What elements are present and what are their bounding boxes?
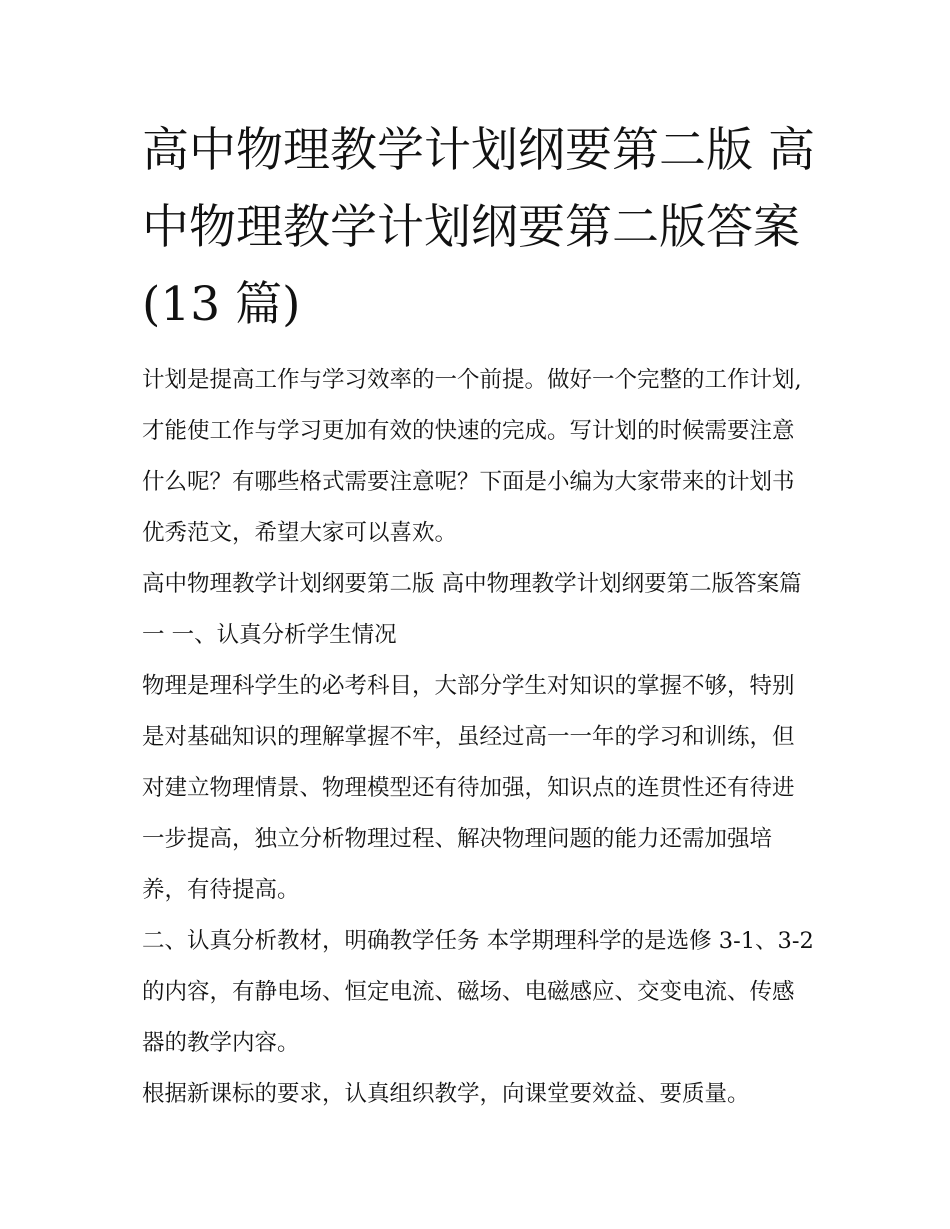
paragraph-section-heading: 高中物理教学计划纲要第二版 高中物理教学计划纲要第二版答案篇一 一、认真分析学生情况 xyxy=(142,571,802,648)
paragraph-curriculum-requirements: 根据新课标的要求，认真组织教学，向课堂要效益、要质量。 xyxy=(142,1081,750,1107)
paragraph-teaching-materials: 二、认真分析教材，明确教学任务 本学期理科学的是选修 3-1、3-2 的内容，有静电场、恒定电流、磁场、电磁感应、交变电流、传感器的教学内容。 xyxy=(142,928,814,1056)
paragraph-intro: 计划是提高工作与学习效率的一个前提。做好一个完整的工作计划,才能使工作与学习更加有效的快速的完成。写计划的时候需要注意什么呢？有哪些格式需要注意呢？下面是小编为大家带来的计划书优秀范文，希望大家可以喜欢。 xyxy=(142,367,802,546)
document-title: 高中物理教学计划纲要第二版 高中物理教学计划纲要第二版答案(13 篇) xyxy=(142,123,815,332)
paragraph-student-analysis: 物理是理科学生的必考科目，大部分学生对知识的掌握不够，特别是对基础知识的理解掌握不牢，虽经过高一一年的学习和训练，但对建立物理情景、物理模型还有待加强，知识点的连贯性还有待进一步提高，独立分析物理过程、解决物理问题的能力还需加强培养，有待提高。 xyxy=(142,673,795,903)
document-body xyxy=(142,355,814,1120)
